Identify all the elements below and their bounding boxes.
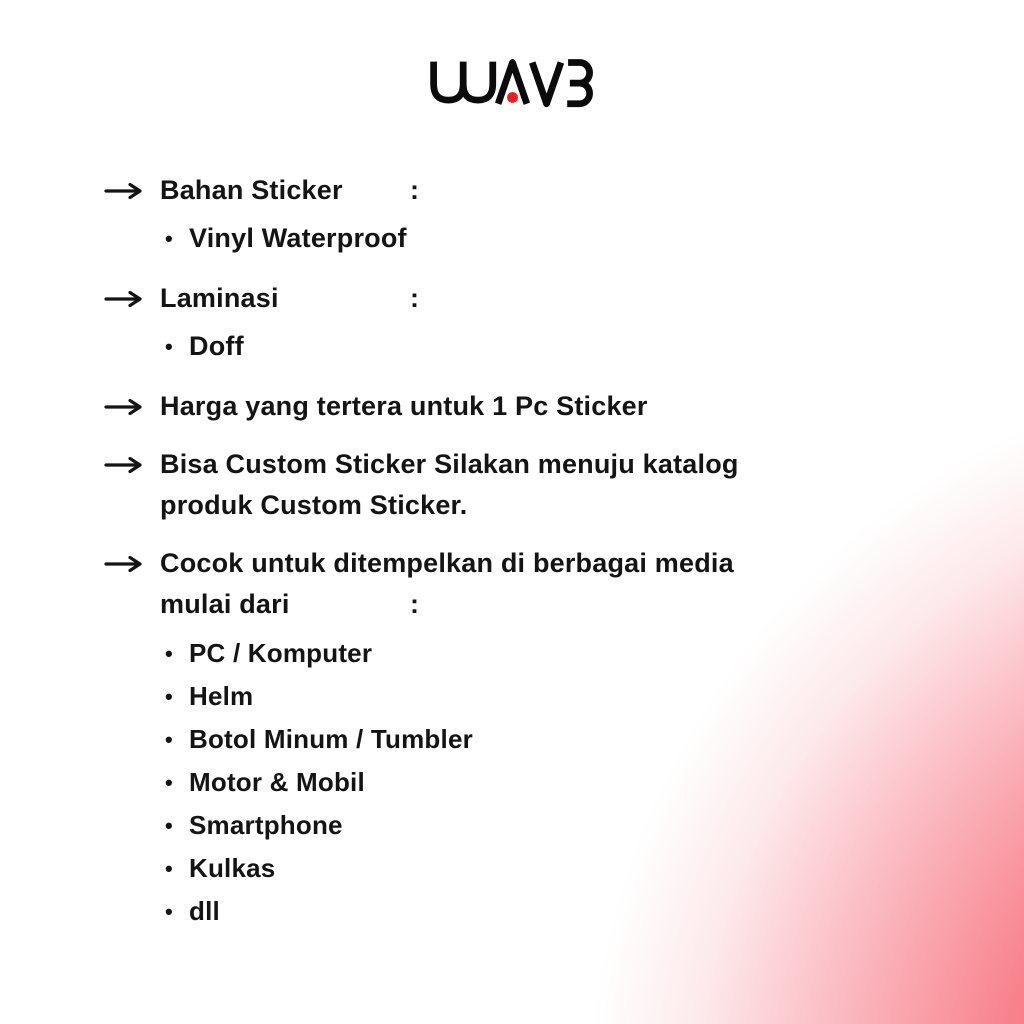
wave-logo xyxy=(427,58,598,110)
spec-colon: : xyxy=(410,589,420,619)
arrow-right-icon xyxy=(104,290,144,308)
logo-letter-w xyxy=(433,62,492,101)
logo-letter-v xyxy=(532,62,561,103)
list-item xyxy=(165,804,734,847)
spec-label: mulai dari xyxy=(160,589,290,619)
bullet-icon: • xyxy=(165,813,173,838)
media-intro-line1: Cocok untuk ditempelkan di berbagai media xyxy=(160,548,734,578)
bullet-icon: • xyxy=(165,899,173,924)
arrow-right-icon xyxy=(104,398,144,416)
note-section-custom xyxy=(104,444,804,526)
media-section xyxy=(104,543,804,933)
note-text-line2: produk Custom Sticker. xyxy=(160,490,468,520)
media-intro-line2 xyxy=(160,584,734,625)
note-text: Harga yang tertera untuk 1 Pc Sticker xyxy=(160,391,648,421)
arrow-right-icon xyxy=(104,456,144,474)
list-item xyxy=(165,847,734,890)
logo-letter-e xyxy=(567,62,589,103)
media-item: Smartphone xyxy=(189,810,343,840)
bullet-icon: • xyxy=(165,727,173,752)
spec-value: Doff xyxy=(189,331,244,361)
list-item xyxy=(165,718,734,761)
spec-line xyxy=(160,278,419,319)
bullet-icon: • xyxy=(165,856,173,881)
note-section-harga xyxy=(104,386,804,427)
bullet-icon: • xyxy=(165,641,173,666)
media-item: Botol Minum / Tumbler xyxy=(189,724,473,754)
bullet-icon: • xyxy=(165,684,173,709)
list-item xyxy=(165,761,734,804)
list-item xyxy=(165,218,419,259)
list-item xyxy=(165,890,734,933)
media-item: PC / Komputer xyxy=(189,638,373,668)
spec-value-list xyxy=(165,218,419,259)
arrow-right-icon xyxy=(104,182,144,200)
media-list xyxy=(165,632,734,933)
spec-value-list xyxy=(165,326,419,367)
media-item: Motor & Mobil xyxy=(189,767,365,797)
spec-value: Vinyl Waterproof xyxy=(189,223,407,253)
media-item: Helm xyxy=(189,681,254,711)
list-item xyxy=(165,326,419,367)
media-item: dll xyxy=(189,896,220,926)
spec-line xyxy=(160,170,419,211)
brand-header xyxy=(0,0,1024,115)
spec-colon: : xyxy=(410,283,420,313)
bullet-icon: • xyxy=(165,334,173,359)
note-text-line1: Bisa Custom Sticker Silakan menuju katalog xyxy=(160,449,739,479)
bullet-icon: • xyxy=(165,770,173,795)
logo-red-dot xyxy=(507,92,518,103)
spec-label: Bahan Sticker xyxy=(160,175,343,205)
product-description xyxy=(104,170,804,933)
arrow-right-icon xyxy=(104,555,144,573)
spec-colon: : xyxy=(410,175,420,205)
spec-section-laminasi xyxy=(104,278,804,367)
bullet-icon: • xyxy=(165,226,173,251)
spec-section-bahan xyxy=(104,170,804,259)
list-item xyxy=(165,675,734,718)
spec-label: Laminasi xyxy=(160,283,279,313)
media-item: Kulkas xyxy=(189,853,276,883)
list-item xyxy=(165,632,734,675)
